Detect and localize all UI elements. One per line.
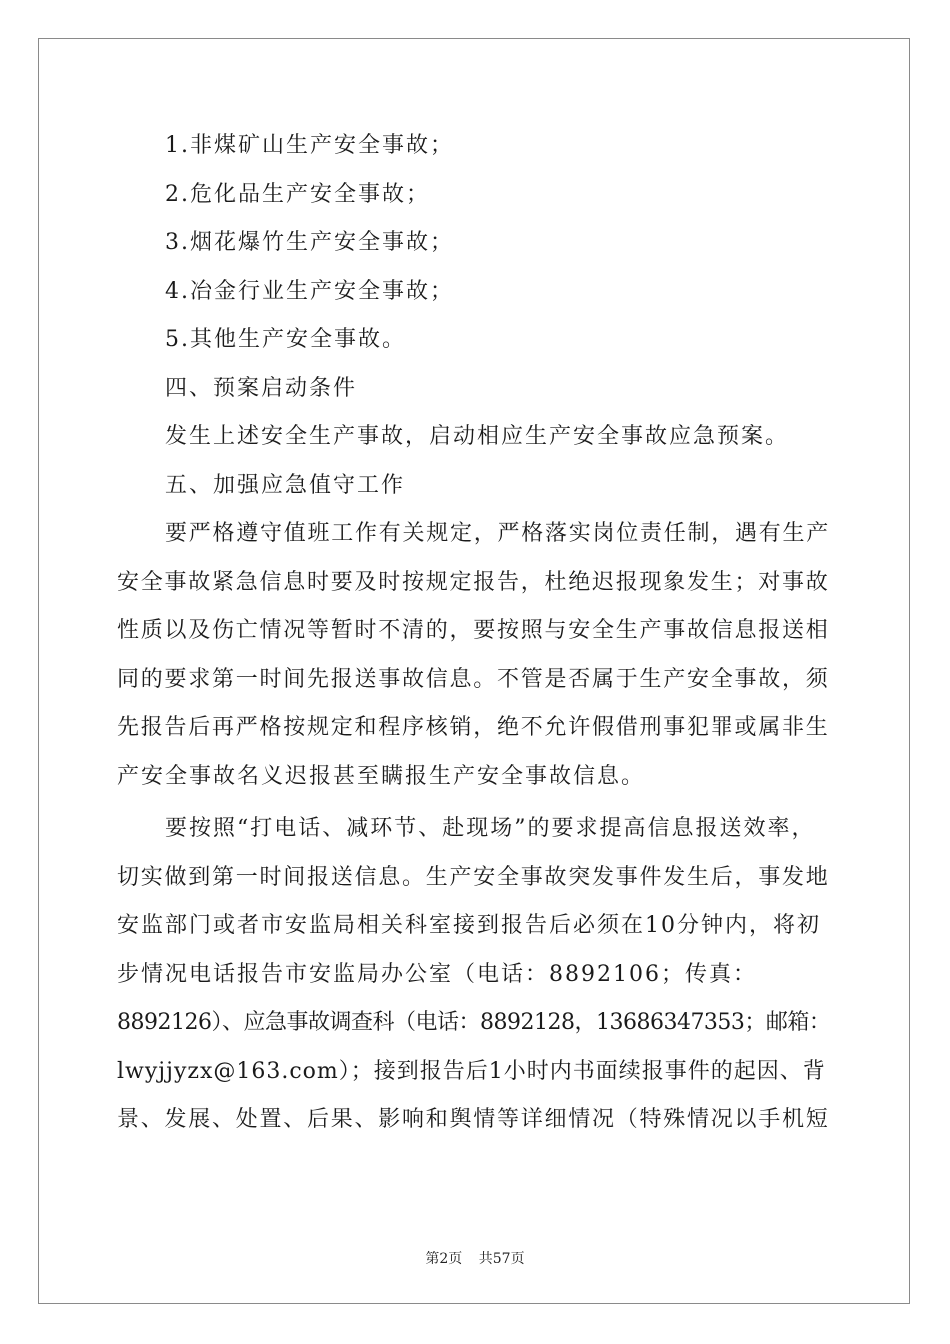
paragraph — [117, 510, 833, 801]
total-pages: 共57页 — [478, 1251, 525, 1267]
paragraph-line: 同的要求第一时间先报送事故信息。不管是否属于生产安全事故，须 — [117, 666, 830, 692]
paragraph-line: 先报告后再严格按规定和程序核销，绝不允许假借刑事犯罪或属非生 — [117, 715, 830, 740]
list-item: 3.烟花爆竹生产安全事故； — [165, 230, 454, 255]
paragraph-line: 安监部门或者市安监局相关科室接到报告后必须在10分钟内，将初 — [117, 913, 821, 938]
paragraph-line: 性质以及伤亡情况等暂时不清的，要按照与安全生产事故信息报送相 — [117, 618, 830, 643]
section-heading: 五、加强应急值守工作 — [165, 472, 406, 498]
paragraph-line: lwyjjyzx@163.com）；接到报告后1小时内书面续报事件的起因、背 — [117, 1058, 826, 1084]
paragraph-line: 要严格遵守值班工作有关规定，严格落实岗位责任制，遇有生产 — [165, 521, 831, 546]
paragraph-line: 景、发展、处置、后果、影响和舆情等详细情况（特殊情况以手机短 — [117, 1107, 830, 1132]
paragraph-line: 切实做到第一时间报送信息。生产安全事故突发事件发生后，事发地 — [117, 864, 830, 890]
list-item: 4.冶金行业生产安全事故； — [165, 278, 454, 304]
page-number: 第2页 — [425, 1251, 463, 1267]
paragraph-line: 安全事故紧急信息时要及时按规定报告，杜绝迟报现象发生；对事故 — [117, 569, 830, 595]
paragraph — [117, 805, 833, 1145]
paragraph-line: 产安全事故名义迟报甚至瞒报生产安全事故信息。 — [117, 763, 646, 789]
document-body — [117, 122, 833, 1145]
list-item: 2.危化品生产安全事故； — [165, 181, 430, 207]
page-footer — [0, 1248, 950, 1268]
paragraph-line: 要按照“打电话、减环节、赴现场”的要求提高信息报送效率， — [165, 816, 816, 841]
paragraph-line: 步情况电话报告市安监局办公室（电话：8892106；传真： — [117, 961, 757, 987]
paragraph-line: 8892126）、应急事故调查科（电话：8892128，13686347353；邮箱： — [117, 1010, 831, 1035]
section-heading: 四、预案启动条件 — [165, 375, 358, 401]
list-item: 1.非煤矿山生产安全事故； — [165, 133, 454, 158]
paragraph-line: 发生上述安全生产事故，启动相应生产安全事故应急预案。 — [165, 424, 790, 449]
list-item: 5.其他生产安全事故。 — [165, 327, 406, 352]
